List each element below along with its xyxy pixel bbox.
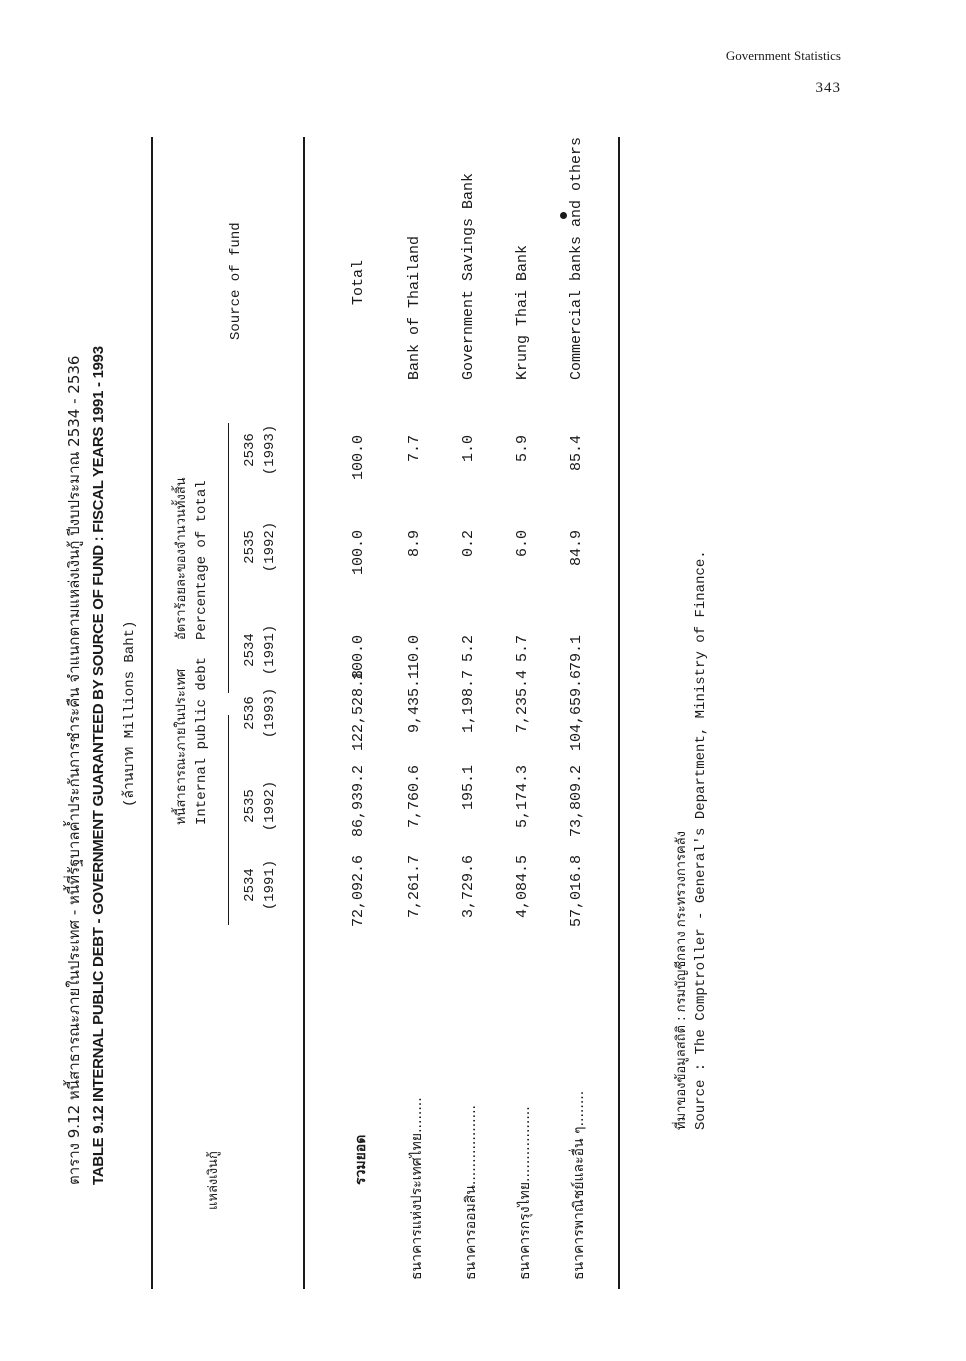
row-label-thai-krung-thai-bank: ธนาคารกรุงไทย................. (517, 1106, 533, 1280)
cell-percentage: 5.7 (514, 635, 531, 663)
cell-debt: 3,729.6 (460, 855, 477, 919)
footer-source-english: Source : The Comptroller - General's Department, Ministry of Finance. (693, 550, 709, 1130)
row-label-thai-government-savings-bank: ธนาคารออมสิน.................. (463, 1105, 479, 1280)
header-source-thai: แหล่งเงินกู้ (206, 1151, 221, 1210)
cell-debt: 73,809.2 (568, 765, 585, 838)
top-rule (151, 137, 153, 1289)
row-label-english-total: Total (350, 259, 367, 305)
row-label-english-bank-of-thailand: Bank of Thailand (406, 235, 423, 380)
cell-percentage: 5.9 (514, 435, 531, 463)
header-source-english: Source of fund (228, 222, 244, 340)
cell-percentage: 0.2 (460, 530, 477, 558)
cell-percentage: 100.0 (350, 435, 367, 481)
row-label-english-krung-thai-bank: Krung Thai Bank (514, 244, 531, 380)
cell-percentage: 1.0 (460, 435, 477, 463)
running-title: Government Statistics (725, 48, 841, 63)
header-debt-english: Internal public debt (194, 656, 210, 825)
row-label-english-government-savings-bank: Government Savings Bank (460, 172, 477, 380)
year-debt-2535: 2535 (1992) (242, 780, 278, 832)
footer-source-thai: ที่มาของข้อมูลสถิติ : กรมบัญชีกลาง กระทรวงการคลัง (674, 831, 689, 1130)
cell-debt: 1,198.7 (460, 670, 477, 734)
bottom-rule (618, 137, 620, 1289)
cell-debt: 7,235.4 (514, 670, 531, 734)
cell-debt: 7,261.7 (406, 855, 423, 919)
row-label-english-commercial-banks: Commercial banks and others (568, 136, 585, 380)
percentage-group-rule (228, 423, 229, 693)
cell-debt: 122,528.8 (350, 670, 367, 752)
header-percentage-english: Percentage of total (194, 480, 210, 640)
debt-group-rule (228, 715, 229, 925)
unit-note: (ล้านบาท Millions Baht) (122, 620, 138, 807)
year-debt-2536: 2536 (1993) (242, 687, 278, 739)
cell-debt: 72,092.6 (350, 855, 367, 928)
cell-percentage: 100.0 (350, 530, 367, 576)
table-title-thai: ตาราง 9.12 หนี้สาธารณะภายในประเทศ - หนี้ที่รัฐบาลค้ำประกันการชำระคืน จำแนกตามแหล่งเงินกู้ ปีงบประมาณ 2534 - 2536 (65, 355, 83, 1185)
cell-debt: 9,435.1 (406, 670, 423, 734)
rotated-table-page (50, 75, 730, 1305)
row-label-thai-commercial-banks: ธนาคารพาณิชย์และอื่น ๆ........ (571, 1090, 587, 1280)
cell-debt: 86,939.2 (350, 765, 367, 838)
year-pct-2536: 2536 (1993) (242, 424, 278, 476)
header-debt-thai: หนี้สาธารณะภายในประเทศ (174, 668, 189, 825)
cell-debt: 104,659.6 (568, 670, 585, 752)
year-pct-2535: 2535 (1992) (242, 521, 278, 573)
cell-percentage: 6.0 (514, 530, 531, 558)
cell-debt: 7,760.6 (406, 765, 423, 829)
cell-debt: 195.1 (460, 765, 477, 811)
cell-percentage: 7.7 (406, 435, 423, 463)
row-label-thai-bank-of-thailand: ธนาคารแห่งประเทศไทย........ (409, 1097, 425, 1280)
cell-percentage: 10.0 (406, 635, 423, 672)
cell-percentage: 8.9 (406, 530, 423, 558)
row-label-thai-total: รวมยอด (353, 1134, 369, 1185)
year-pct-2534: 2534 (1991) (242, 624, 278, 676)
cell-percentage: 84.9 (568, 530, 585, 567)
header-bottom-rule (303, 137, 305, 1289)
cell-percentage: 5.2 (460, 635, 477, 663)
year-debt-2534: 2534 (1991) (242, 859, 278, 911)
dot-mark (560, 212, 567, 219)
cell-percentage: 85.4 (568, 435, 585, 472)
cell-debt: 5,174.3 (514, 765, 531, 829)
header-percentage-thai: อัตราร้อยละของจำนวนทั้งสิ้น (174, 477, 189, 640)
cell-percentage: 79.1 (568, 635, 585, 672)
page-number: 343 (815, 80, 841, 96)
cell-debt: 4,084.5 (514, 855, 531, 919)
table-title-english: TABLE 9.12 INTERNAL PUBLIC DEBT - GOVERNMENT GUARANTEED BY SOURCE OF FUND : FISCAL YEARS 1991 - 1993 (90, 346, 107, 1185)
cell-percentage: 100.0 (350, 635, 367, 681)
cell-debt: 57,016.8 (568, 855, 585, 928)
